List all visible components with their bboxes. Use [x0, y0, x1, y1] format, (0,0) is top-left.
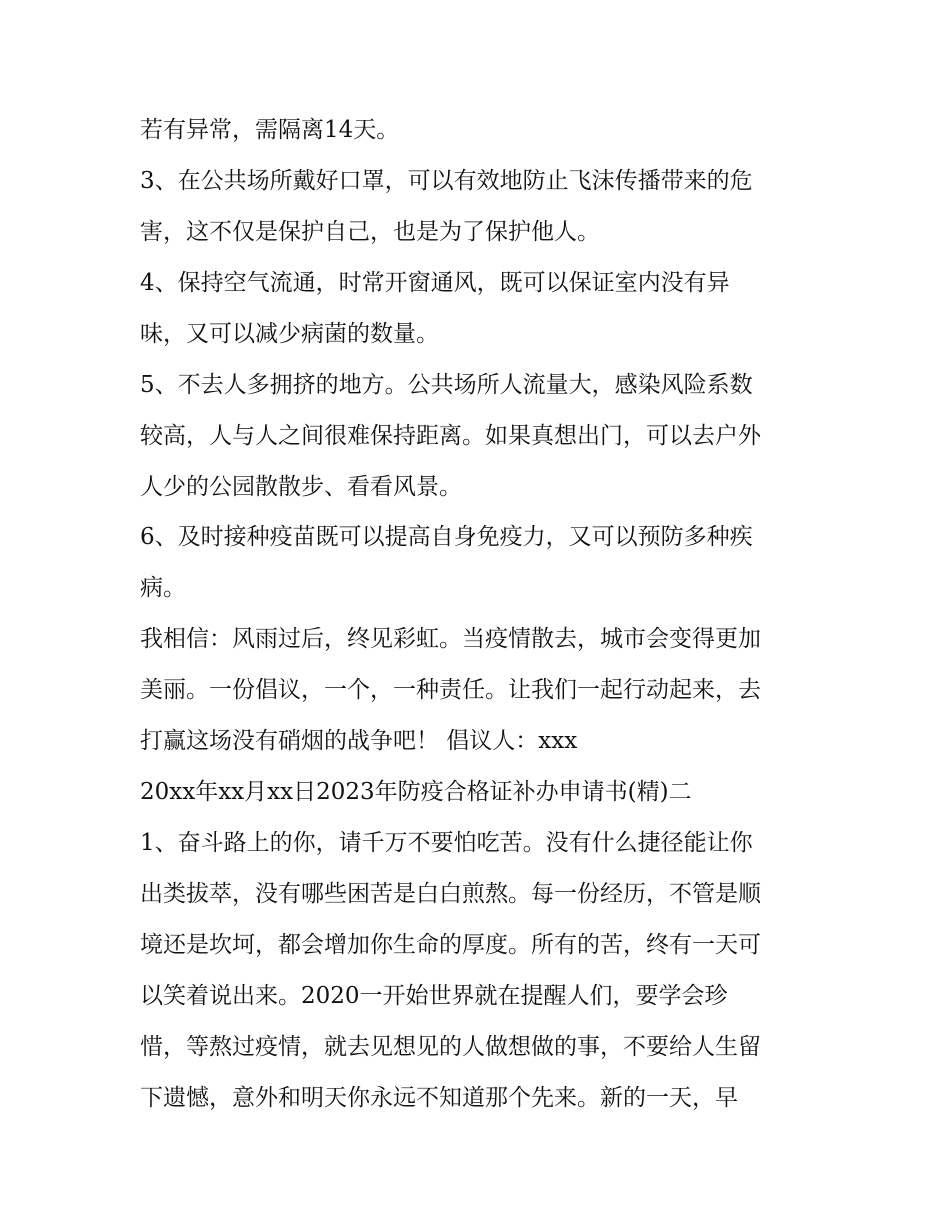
text-line: 打赢这场没有硝烟的战争吧！ 倡议人：xxx: [140, 728, 578, 754]
text-line: 5、不去人多拥挤的地方。公共场所人流量大，感染风险系数: [140, 372, 753, 398]
text-line: 较高，人与人之间很难保持距离。如果真想出门，可以去户外: [140, 423, 761, 449]
text-line: 惜，等熬过疫情，就去见想见的人做想做的事，不要给人生留: [140, 1034, 761, 1060]
text-line: 1、奋斗路上的你，请千万不要怕吃苦。没有什么捷径能让你: [140, 830, 753, 856]
text-line: 6、及时接种疫苗既可以提高自身免疫力，又可以预防多种疾: [140, 524, 753, 550]
text-line: 人少的公园散散步、看看风景。: [140, 474, 462, 500]
text-line: 出类拔萃，没有哪些困苦是白白煎熬。每一份经历，不管是顺: [140, 881, 761, 907]
text-line: 病。: [140, 575, 186, 601]
text-line: 20xx年xx月xx日2023年防疫合格证补办申请书(精)二: [140, 779, 692, 805]
text-line: 3、在公共场所戴好口罩，可以有效地防止飞沫传播带来的危: [140, 168, 753, 194]
text-line: 下遗憾，意外和明天你永远不知道那个先来。新的一天，早: [140, 1085, 738, 1111]
text-line: 味，又可以减少病菌的数量。: [140, 321, 439, 347]
text-line: 4、保持空气流通，时常开窗通风，既可以保证室内没有异: [140, 270, 730, 296]
text-line: 我相信：风雨过后，终见彩虹。当疫情散去，城市会变得更加: [140, 626, 761, 652]
text-line: 害，这不仅是保护自己，也是为了保护他人。: [140, 219, 600, 245]
text-line: 若有异常，需隔离14天。: [140, 117, 400, 143]
text-line: 以笑着说出来。2020一开始世界就在提醒人们，要学会珍: [140, 983, 728, 1009]
text-line: 美丽。一份倡议，一个，一种责任。让我们一起行动起来，去: [140, 677, 761, 703]
text-line: 境还是坎坷，都会增加你生命的厚度。所有的苦，终有一天可: [140, 932, 761, 958]
